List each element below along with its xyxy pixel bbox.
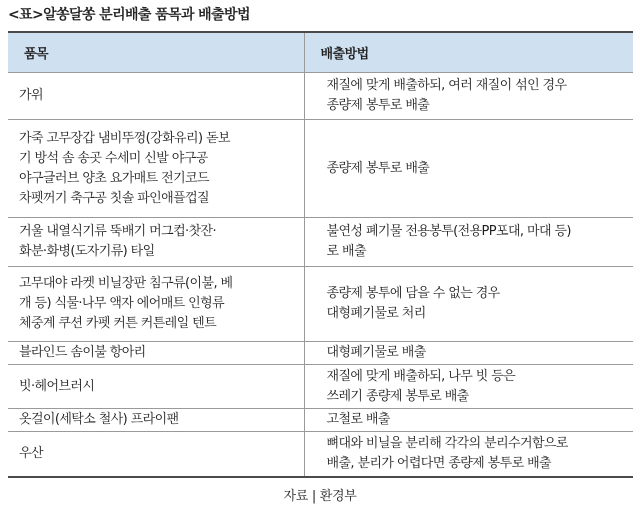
header-method: 배출방법	[304, 32, 633, 73]
item-cell: 우산	[8, 432, 304, 478]
header-item: 품목	[8, 32, 304, 73]
item-cell: 블라인드 솜이불 항아리	[8, 342, 304, 365]
table-row	[8, 409, 633, 432]
item-cell: 고무대야 라켓 비닐장판 침구류(이불, 베 개 등) 식물·나무 액자 에어매트 인형류 체중계 쿠션 카펫 커튼 커튼레일 텐트	[8, 267, 304, 342]
item-cell: 빗·헤어브러시	[8, 365, 304, 409]
table-row	[8, 342, 633, 365]
method-cell: 재질에 맞게 배출하되, 나무 빗 등은 쓰레기 종량제 봉투로 배출	[304, 365, 633, 409]
disposal-table	[8, 31, 633, 478]
table-row	[8, 120, 633, 218]
table-row	[8, 267, 633, 342]
table-row	[8, 365, 633, 409]
method-cell: 불연성 폐기물 전용봉투(전용PP포대, 마대 등) 로 배출	[304, 218, 633, 267]
table-row	[8, 218, 633, 267]
method-cell: 종량제 봉투에 담을 수 없는 경우 대형폐기물로 처리	[304, 267, 633, 342]
table-title: <표>알쏭달쏭 분리배출 품목과 배출방법	[8, 7, 250, 23]
item-cell: 가죽 고무장갑 냄비뚜껑(강화유리) 돋보 기 방석 솜 송곳 수세미 신발 야구공 야구글러브 양초 요가매트 전기코드 차펫꺼기 축구공 칫솔 파인애플껍질	[8, 120, 304, 218]
item-cell: 가위	[8, 73, 304, 120]
method-cell: 재질에 맞게 배출하되, 여러 재질이 섞인 경우 종량제 봉투로 배출	[304, 73, 633, 120]
source-caption: 자료 | 환경부	[283, 489, 357, 504]
method-cell: 종량제 봉투로 배출	[304, 120, 633, 218]
method-cell: 대형폐기물로 배출	[304, 342, 633, 365]
item-cell: 옷걸이(세탁소 철사) 프라이팬	[8, 409, 304, 432]
table-row	[8, 73, 633, 120]
method-cell: 뼈대와 비닐을 분리해 각각의 분리수거함으로 배출, 분리가 어렵다면 종량제 봉투로 배출	[304, 432, 633, 478]
item-cell: 거울 내열식기류 뚝배기 머그컵·찻잔· 화분·화병(도자기류) 타일	[8, 218, 304, 267]
method-cell: 고철로 배출	[304, 409, 633, 432]
header-row	[8, 32, 633, 73]
table-row	[8, 432, 633, 478]
